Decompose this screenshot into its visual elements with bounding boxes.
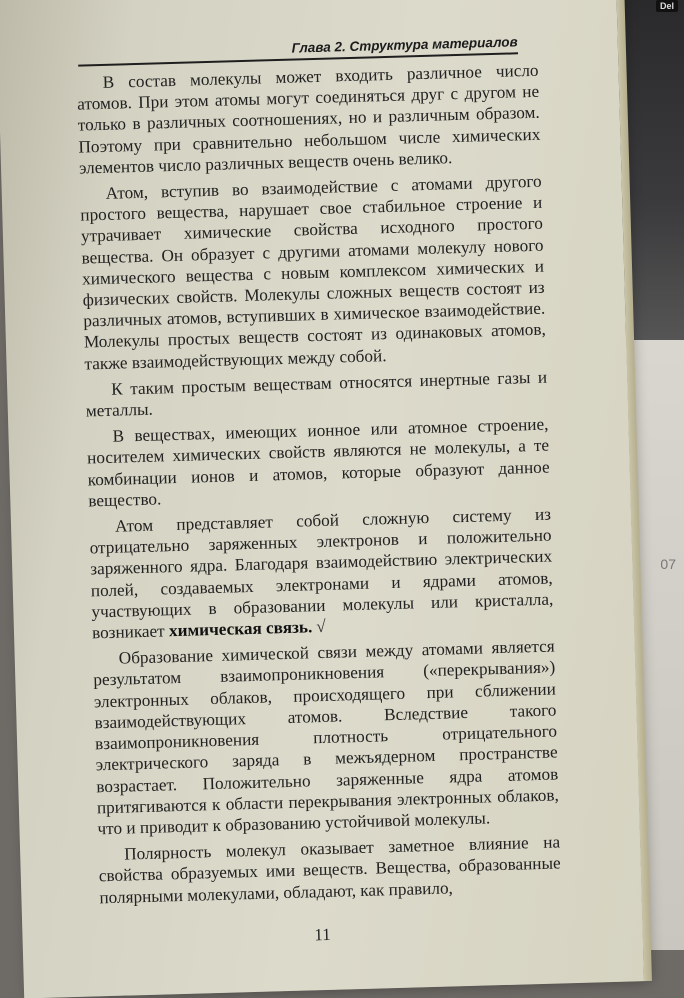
- paragraph-2: Атом, вступив во взаимодействие с атомами другого простого вещества, нарушает свое стабильное строение и утрачивает химические свойства исходного простого вещества. Он образует с другими атомами молекулу нового химического вещества с новым комплексом химических и физических свойств. Молекулы сложных веществ состоят из различных атомов, вступивших в химическое взаимодействие. Молекулы простых веществ состоят из одинаковых атомов, также взаимодействующих между собой.: [80, 171, 547, 374]
- paragraph-5-text: Атом представляет собой сложную систему из отрицательно заряженных электронов и положительно заряженного ядра. Благодаря взаимодействию электрических полей, создаваемых электронами и ядрами атомов, участвующих в образовании молекулы или кристалла, возникает: [89, 504, 554, 643]
- paragraph-1: В состав молекулы может входить различное число атомов. При этом атомы могут соединяться друг с другом не только в различных соотношениях, но и различным образом. Поэтому при сравнительно небольшом числе химических элементов число различных веществ очень велико.: [77, 60, 541, 178]
- chemical-bond-term: химическая связь.: [168, 617, 313, 641]
- paragraph-6: Образование химической связи между атомами является результатом взаимопроникновения («перекрывания») электронных облаков, происходящего при сближении взаимодействующих атомов. Вследствие такого взаимопроникновения плотность отрицательного электрического заряда в межъядерном пространстве возрастает. Положительно заряженные ядра атомов притягиваются к области перекрывания электронных облаков, что и приводит к образованию устойчивой молекулы.: [93, 636, 560, 839]
- page-body: [76, 60, 561, 913]
- paragraph-4: В веществах, имеющих ионное или атомное строение, носителем химических свойств являются не молекулы, а те комбинации ионов и атомов, которые образуют данное вещество.: [86, 414, 550, 511]
- page-number: 11: [314, 924, 332, 945]
- paragraph-5: [89, 504, 554, 644]
- chapter-header: Глава 2. Структура материалов: [78, 34, 518, 66]
- paragraph-3: К таким простым веществам относятся инертные газы и металлы.: [85, 367, 548, 421]
- paragraph-7: Полярность молекул оказывает заметное влияние на свойства образуемых ими веществ. Вещества, образованные полярными молекулами, обладают, как правило,: [98, 832, 561, 907]
- background-scrap-text: 07: [660, 556, 676, 572]
- corner-badge: Del: [656, 0, 678, 12]
- handwritten-checkmark: √: [316, 616, 326, 637]
